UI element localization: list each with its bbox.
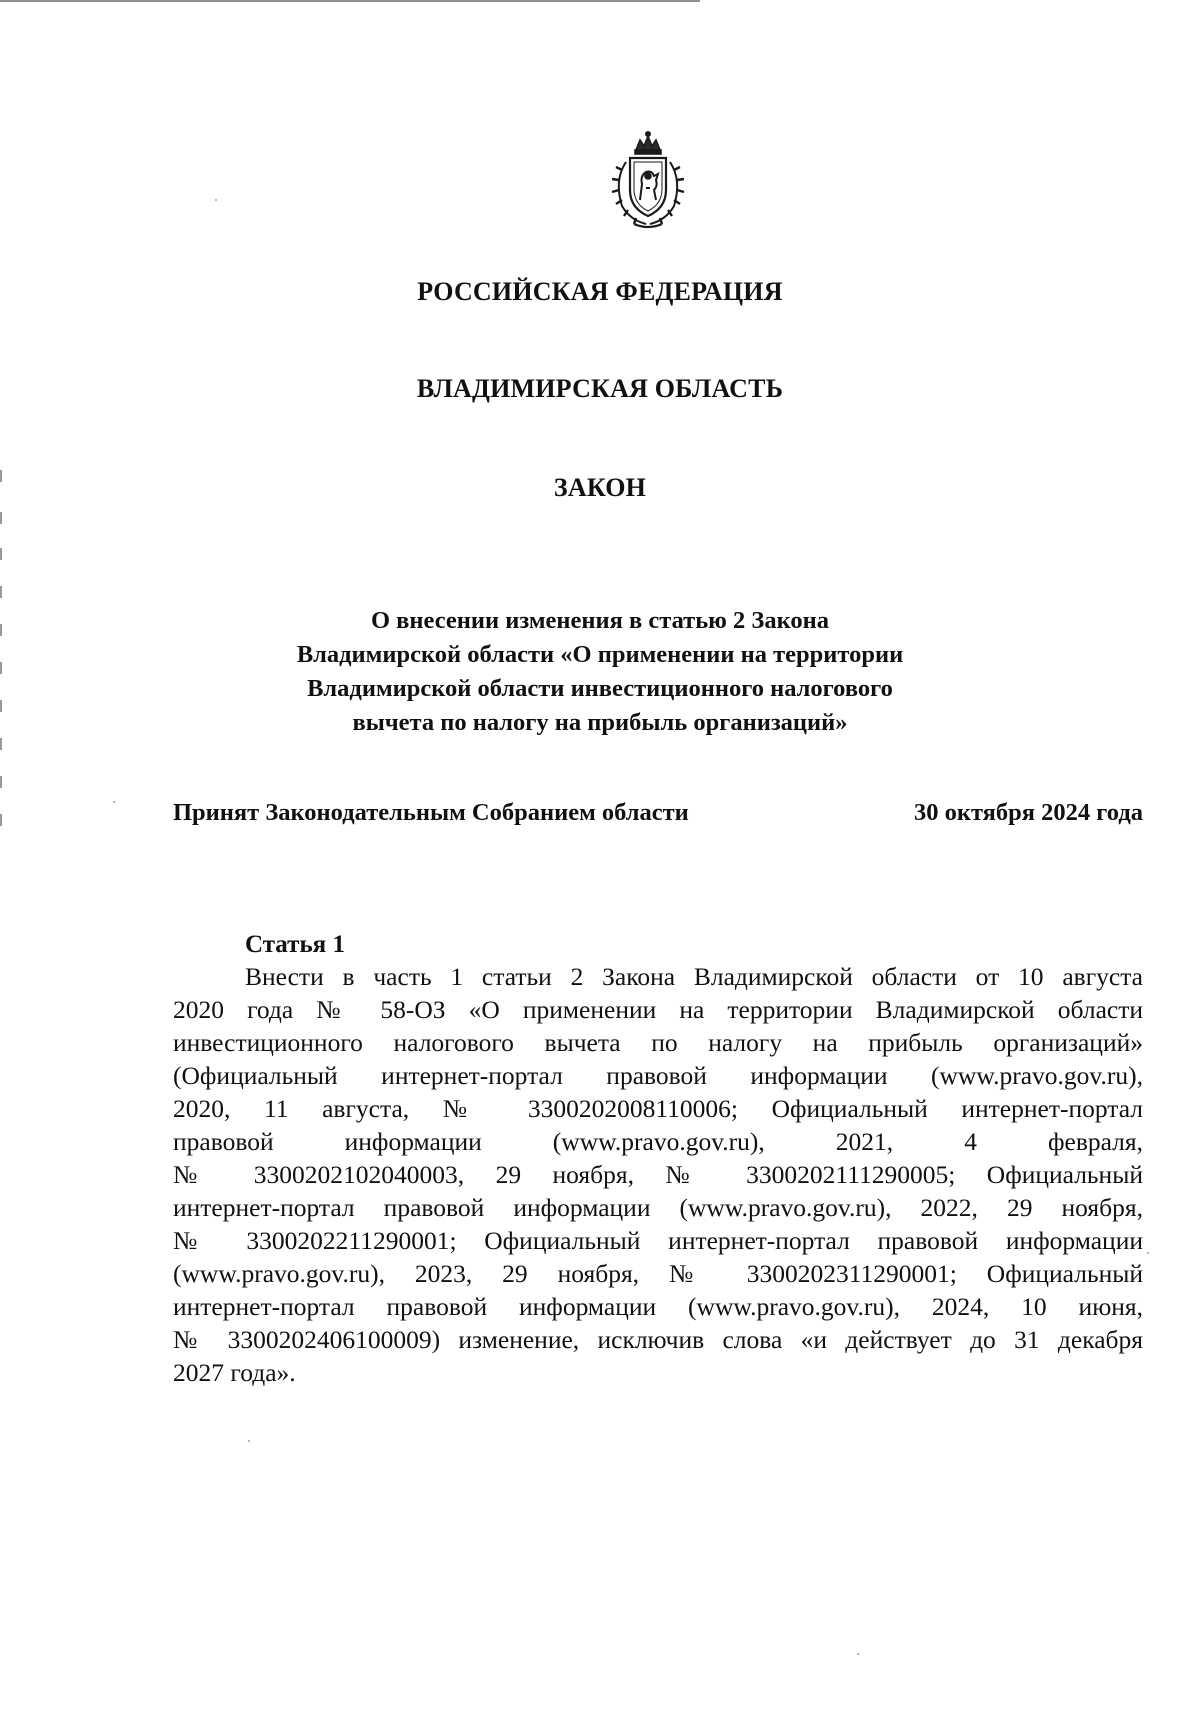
law-title xyxy=(0,604,1200,740)
article-line: № 3300202406100009) изменение, исключив слова «и действует до 31 декабря xyxy=(173,1325,1143,1354)
law-title-line: Владимирской области «О применении на территории xyxy=(296,641,904,668)
law-title-line: Владимирской области инвестиционного налогового xyxy=(307,675,893,702)
scan-speck xyxy=(1147,1252,1149,1254)
article-line: № 3300202211290001; Официальный интернет-портал правовой информации xyxy=(173,1226,1143,1255)
scan-speck xyxy=(113,801,115,803)
article-line: 2020 года № 58-ОЗ «О применении на территории Владимирской области xyxy=(173,995,1143,1024)
article-line: правовой информации (www.pravo.gov.ru), 2021, 4 февраля, xyxy=(173,1127,1143,1156)
region-heading: ВЛАДИМИРСКАЯ ОБЛАСТЬ xyxy=(416,374,784,403)
scan-edge-line xyxy=(0,0,700,2)
article-line: инвестиционного налогового вычета по налогу на прибыль организаций» xyxy=(173,1028,1143,1057)
article-line: интернет-портал правовой информации (www.pravo.gov.ru), 2022, 29 ноября, xyxy=(173,1193,1143,1222)
scan-speck xyxy=(248,1440,250,1442)
document-type-heading: ЗАКОН xyxy=(553,473,647,502)
article-line: Внести в часть 1 статьи 2 Закона Владимирской области от 10 августа xyxy=(245,962,1143,991)
article-body xyxy=(173,960,1143,1389)
article-line: № 3300202102040003, 29 ноября, № 3300202111290005; Официальный xyxy=(173,1160,1143,1189)
article-line: интернет-портал правовой информации (www.pravo.gov.ru), 2024, 10 июня, xyxy=(173,1292,1143,1321)
law-title-line: О внесении изменения в статью 2 Закона xyxy=(371,607,829,634)
article-line: (Официальный интернет-портал правовой информации (www.pravo.gov.ru), xyxy=(173,1061,1143,1090)
scan-speck xyxy=(857,1653,859,1655)
article-line: 2027 года». xyxy=(173,1358,296,1387)
article-line: (www.pravo.gov.ru), 2023, 29 ноября, № 3300202311290001; Официальный xyxy=(173,1259,1143,1288)
article-heading: Статья 1 xyxy=(245,931,345,958)
article-line: 2020, 11 августа, № 3300202008110006; Официальный интернет-портал xyxy=(173,1094,1143,1123)
coat-of-arms-emblem xyxy=(600,128,696,232)
scan-speck xyxy=(215,199,217,201)
adopted-by: Принят Законодательным Собранием области xyxy=(173,799,689,826)
law-title-line: вычета по налогу на прибыль организаций» xyxy=(352,709,848,736)
adoption-date: 30 октября 2024 года xyxy=(913,799,1143,826)
federation-heading: РОССИЙСКАЯ ФЕДЕРАЦИЯ xyxy=(417,277,783,306)
